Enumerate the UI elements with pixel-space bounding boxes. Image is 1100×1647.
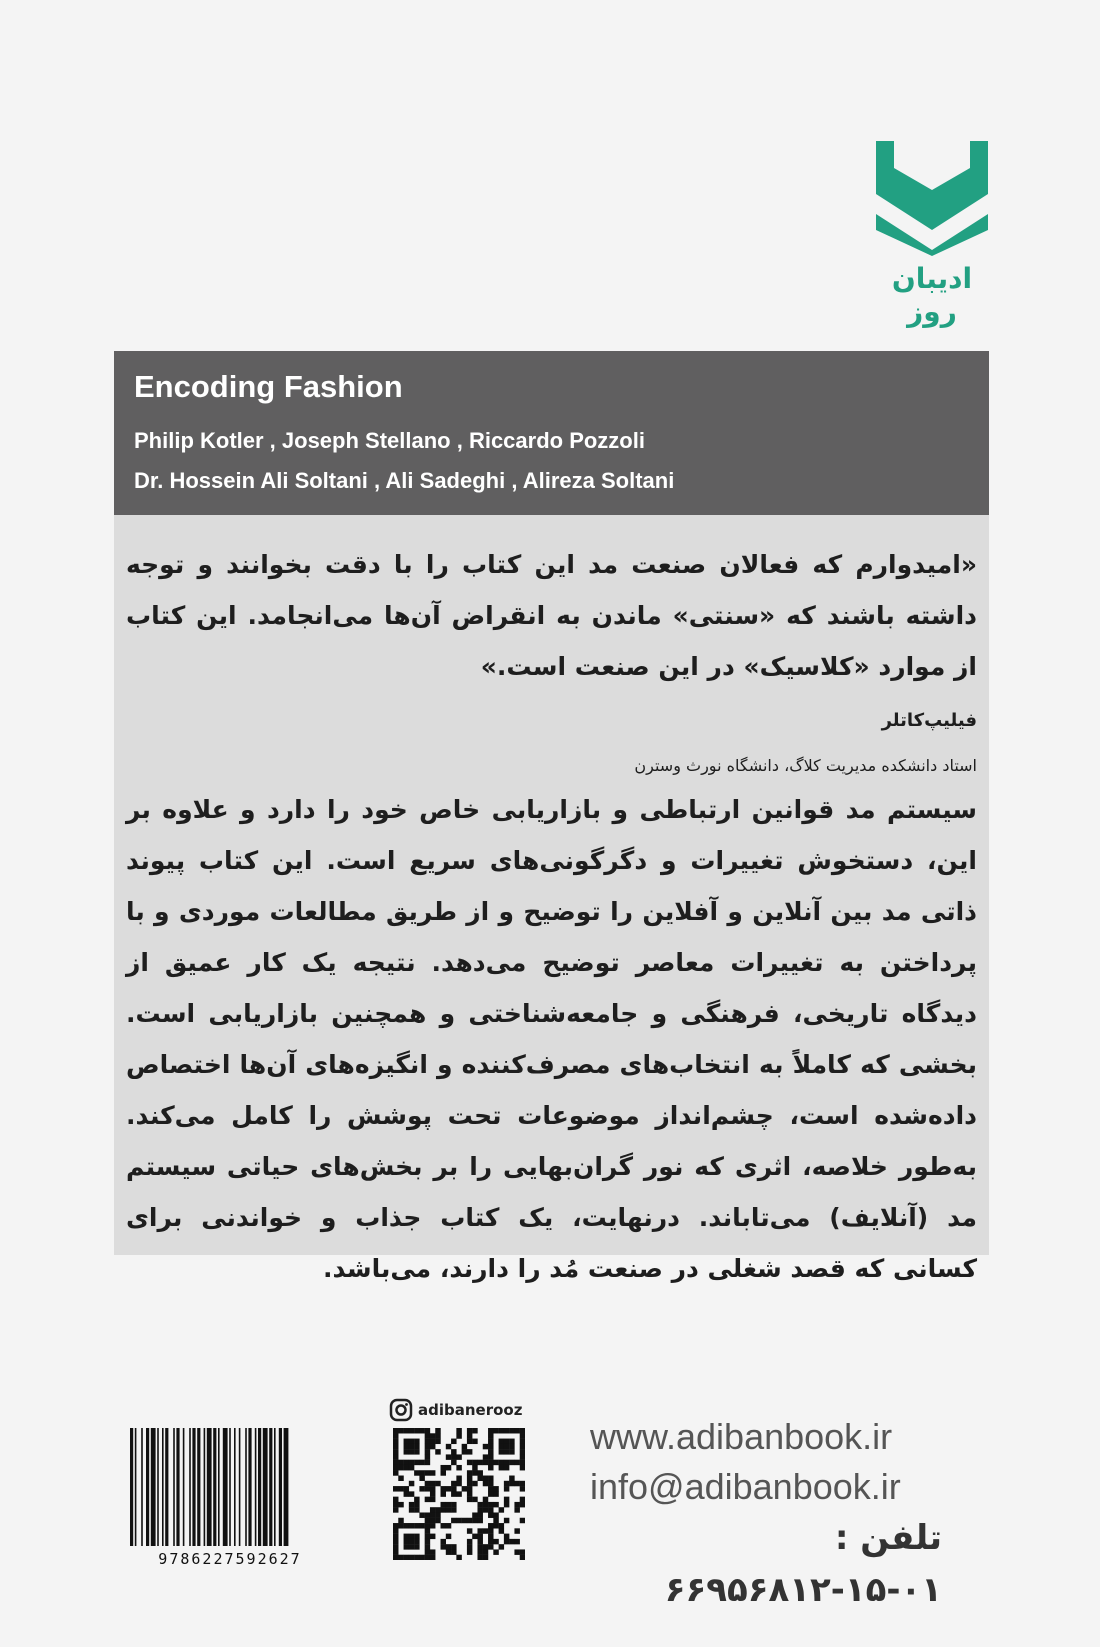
publisher-name: ادیبان روز [891, 262, 973, 328]
book-title: Encoding Fashion [134, 369, 403, 404]
instagram-handle [389, 1398, 522, 1422]
authors-line: Philip Kotler , Joseph Stellano , Riccardo Pozzoli [134, 428, 645, 453]
instagram-handle-text: adibanerooz [418, 1401, 523, 1419]
phone-number: تلفن : ۰۱-۱۵-۶۶۹۵۶۸۱۲ [664, 1518, 942, 1610]
quote-author-role: استاد دانشکده مدیریت کلاگ، دانشگاه نورث وسترن [634, 756, 977, 775]
barcode-bars-icon [126, 1428, 334, 1546]
instagram-icon [389, 1398, 413, 1422]
blurb-panel [114, 515, 989, 1283]
qr-code-icon [393, 1428, 525, 1564]
book-description: سیستم مد قوانین ارتباطی و بازاریابی خاص خود را دارد و علاوه بر این، دستخوش تغییرات و دگرگونی‌های سریع است. این کتاب پیوند ذاتی مد بین آنلاین و آفلاین را توضیح و از طریق مطالعات موردی و با پرداختن به تغییرات معاصر توضیح می‌دهد. نتیجه یک کار عمیق از دیدگاه تاریخی، فرهنگی و جامعه‌شناختی و همچنین بازاریابی است. بخشی که کاملاً به انتخاب‌های مصرف‌کننده و انگیزه‌های آن‌ها اختصاص داده‌شده است، چشم‌انداز موضوعات تحت پوشش را کامل می‌کند. به‌طور خلاصه، اثری که نور گران‌بهایی را بر بخش‌های حیاتی سیستم مد (آنلایف) می‌تاباند. درنهایت، یک کتاب جذاب و خواندنی برای کسانی که قصد شغلی در صنعت مُد را دارند، می‌باشد. [126, 795, 977, 1283]
translators-line: Dr. Hossein Ali Soltani , Ali Sadeghi , Alireza Soltani [134, 468, 675, 493]
publisher-logo-icon [872, 138, 992, 256]
email-link[interactable]: info@adibanbook.ir [590, 1466, 901, 1507]
contact-info [590, 1412, 942, 1616]
title-band [114, 351, 989, 515]
quote-author: فیلیپ‌کاتلر [881, 710, 977, 731]
isbn-barcode [126, 1428, 334, 1568]
blurb-quote: «امیدوارم که فعالان صنعت مد این کتاب را با دقت بخوانند و توجه داشته باشند که «سنتی» ماندن به انقراض آن‌ها می‌انجامد. این کتاب از موارد «کلاسیک» در این صنعت است.» [126, 550, 977, 681]
website-link[interactable]: www.adibanbook.ir [590, 1416, 893, 1457]
isbn-number: 9786227592627 [158, 1550, 302, 1568]
